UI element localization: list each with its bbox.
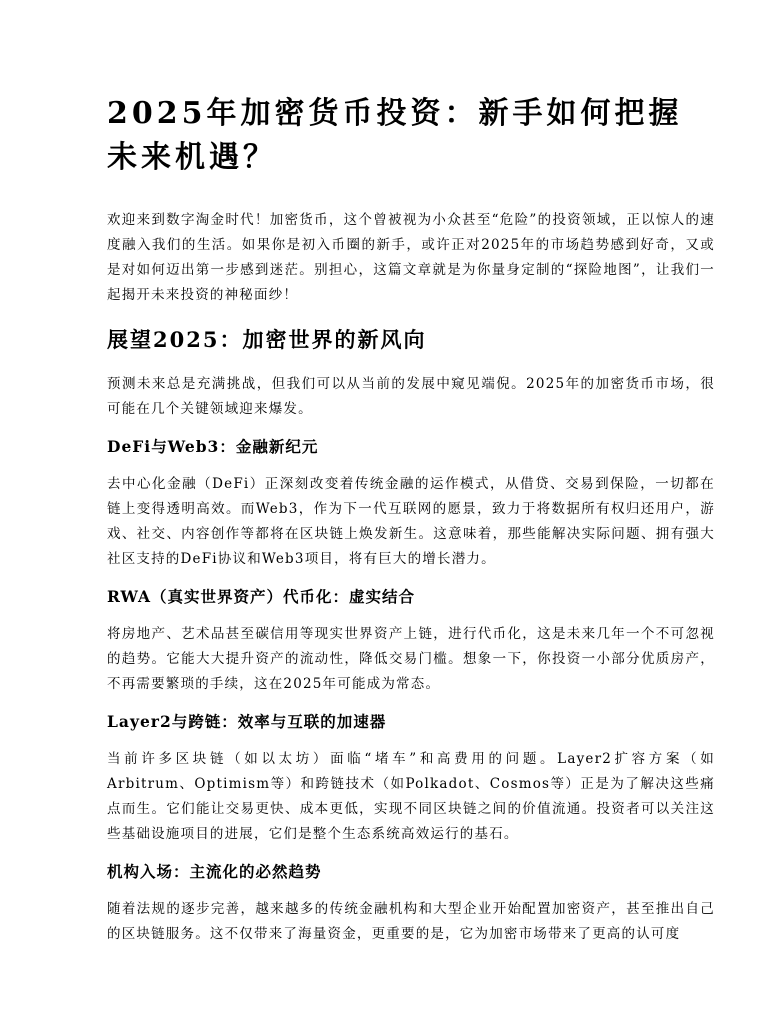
subsection-heading-layer2: Layer2与跨链：效率与互联的加速器 <box>107 712 387 731</box>
subsection-body-defi-web3: 去中心化金融（DeFi）正深刻改变着传统金融的运作模式，从借贷、交易到保险，一切都在链上变得透明高效。而Web3，作为下一代互联网的愿景，致力于将数据所有权归还用户，游戏、社交、内容创作等都将在区块链上焕发新生。这意味着，那些能解决实际问题、拥有强大社区支持的DeFi协议和Web3项目，将有巨大的增长潜力。 <box>107 476 715 567</box>
article-title: 2025年加密货币投资：新手如何把握未来机遇？ <box>107 96 683 175</box>
section-lead-paragraph: 预测未来总是充满挑战，但我们可以从当前的发展中窥见端倪。2025年的加密货币市场，很可能在几个关键领域迎来爆发。 <box>107 376 715 417</box>
subsection-heading-rwa: RWA（真实世界资产）代币化：虚实结合 <box>107 587 415 606</box>
article <box>107 92 715 960</box>
subsection-body-rwa: 将房地产、艺术品甚至碳信用等现实世界资产上链，进行代币化，这是未来几年一个不可忽视的趋势。它能大大提升资产的流动性，降低交易门槛。想象一下，你投资一小部分优质房产，不再需要繁琐的手续，这在2025年可能成为常态。 <box>107 626 715 692</box>
subsection-heading-defi-web3: DeFi与Web3：金融新纪元 <box>107 437 319 456</box>
section-heading: 展望2025：加密世界的新风向 <box>107 327 427 352</box>
intro-paragraph: 欢迎来到数字淘金时代！加密货币，这个曾被视为小众甚至“危险”的投资领域，正以惊人的速度融入我们的生活。如果你是初入币圈的新手，或许正对2025年的市场趋势感到好奇，又或是对如何迈出第一步感到迷茫。别担心，这篇文章就是为你量身定制的“探险地图”，让我们一起揭开未来投资的神秘面纱！ <box>107 212 715 303</box>
subsection-body-layer2: 当前许多区块链（如以太坊）面临“堵车”和高费用的问题。Layer2扩容方案（如Arbitrum、Optimism等）和跨链技术（如Polkadot、Cosmos等）正是为了解决这些痛点而生。它们能让交易更快、成本更低，实现不同区块链之间的价值流通。投资者可以关注这些基础设施项目的进展，它们是整个生态系统高效运行的基石。 <box>107 751 715 842</box>
subsection-body-institutions: 随着法规的逐步完善，越来越多的传统金融机构和大型企业开始配置加密资产，甚至推出自己的区块链服务。这不仅带来了海量资金，更重要的是，它为加密市场带来了更高的认可度 <box>107 901 715 942</box>
subsection-heading-institutions: 机构入场：主流化的必然趋势 <box>107 862 322 881</box>
